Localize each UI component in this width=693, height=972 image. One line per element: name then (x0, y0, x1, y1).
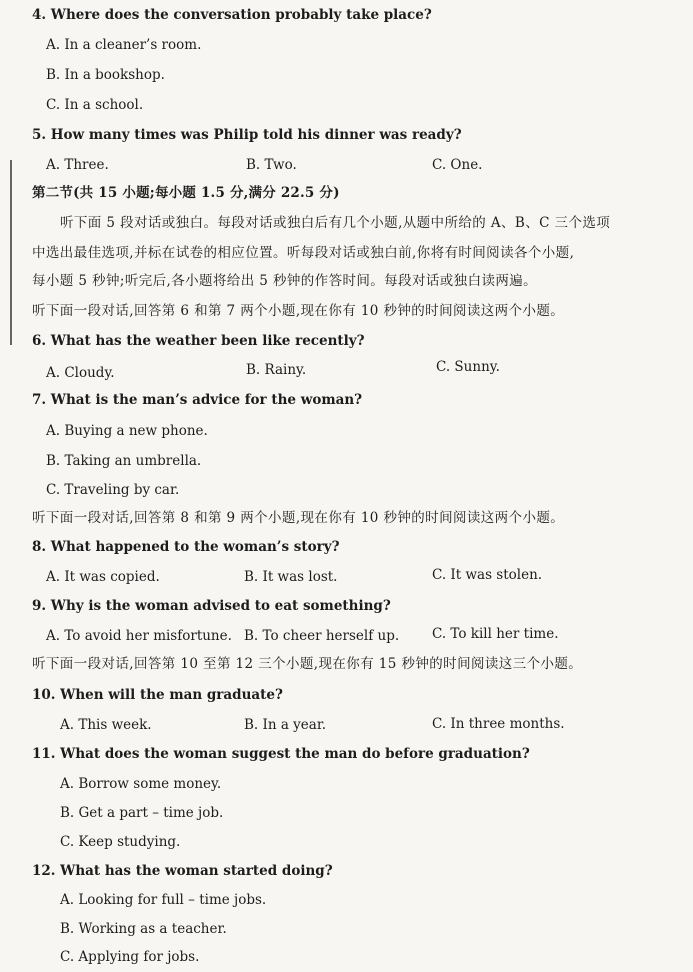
q10-option-a: A. This week. (60, 717, 152, 733)
instructions-line-1: 听下面 5 段对话或独白。每段对话或独白后有几个小题,从题中所给的 A、B、C 三个选项 (60, 215, 611, 231)
q7-option-a: A. Buying a new phone. (46, 423, 208, 439)
question-7: 7. What is the man’s advice for the woman? (32, 392, 363, 408)
q8-option-a: A. It was copied. (46, 569, 160, 585)
question-10: 10. When will the man graduate? (32, 687, 283, 703)
question-12: 12. What has the woman started doing? (32, 863, 333, 879)
q9-option-c: C. To kill her time. (432, 626, 559, 642)
q5-option-a: A. Three. (46, 157, 109, 173)
q6-option-c: C. Sunny. (436, 359, 500, 375)
instructions-line-3: 每小题 5 秒钟;听完后,各小题将给出 5 秒钟的作答时间。每段对话或独白读两遍。 (32, 273, 538, 289)
group-2-instruction: 听下面一段对话,回答第 8 和第 9 两个小题,现在你有 10 秒钟的时间阅读这两个小题。 (32, 510, 565, 526)
question-9: 9. Why is the woman advised to eat something? (32, 598, 391, 614)
q4-option-b: B. In a bookshop. (46, 67, 165, 83)
q4-option-a: A. In a cleaner’s room. (46, 37, 202, 53)
q4-option-c: C. In a school. (46, 97, 144, 113)
q9-option-a: A. To avoid her misfortune. (46, 628, 232, 644)
section-header: 第二节(共 15 小题;每小题 1.5 分,满分 22.5 分) (32, 185, 340, 201)
instructions-line-2: 中选出最佳选项,并标在试卷的相应位置。听每段对话或独白前,你将有时间阅读各个小题, (32, 245, 575, 261)
q11-option-b: B. Get a part – time job. (60, 805, 224, 821)
margin-line (10, 160, 12, 345)
question-8: 8. What happened to the woman’s story? (32, 539, 340, 555)
q5-option-b: B. Two. (246, 157, 297, 173)
q10-option-c: C. In three months. (432, 716, 565, 732)
q12-option-a: A. Looking for full – time jobs. (60, 892, 267, 908)
q8-option-c: C. It was stolen. (432, 567, 543, 583)
q12-option-b: B. Working as a teacher. (60, 921, 227, 937)
question-5: 5. How many times was Philip told his dinner was ready? (32, 127, 462, 143)
q5-option-c: C. One. (432, 157, 483, 173)
q7-option-c: C. Traveling by car. (46, 482, 180, 498)
q6-option-a: A. Cloudy. (46, 365, 115, 381)
group-1-instruction: 听下面一段对话,回答第 6 和第 7 两个小题,现在你有 10 秒钟的时间阅读这两个小题。 (32, 303, 565, 319)
q10-option-b: B. In a year. (244, 717, 327, 733)
q11-option-c: C. Keep studying. (60, 834, 181, 850)
q12-option-c: C. Applying for jobs. (60, 949, 200, 965)
q6-option-b: B. Rainy. (246, 362, 307, 378)
question-11: 11. What does the woman suggest the man do before graduation? (32, 746, 530, 762)
question-4: 4. Where does the conversation probably take place? (32, 7, 432, 23)
group-3-instruction: 听下面一段对话,回答第 10 至第 12 三个小题,现在你有 15 秒钟的时间阅读这三个小题。 (32, 656, 583, 672)
question-6: 6. What has the weather been like recently? (32, 333, 365, 349)
q11-option-a: A. Borrow some money. (60, 776, 222, 792)
q9-option-b: B. To cheer herself up. (244, 628, 400, 644)
q7-option-b: B. Taking an umbrella. (46, 453, 202, 469)
q8-option-b: B. It was lost. (244, 569, 338, 585)
